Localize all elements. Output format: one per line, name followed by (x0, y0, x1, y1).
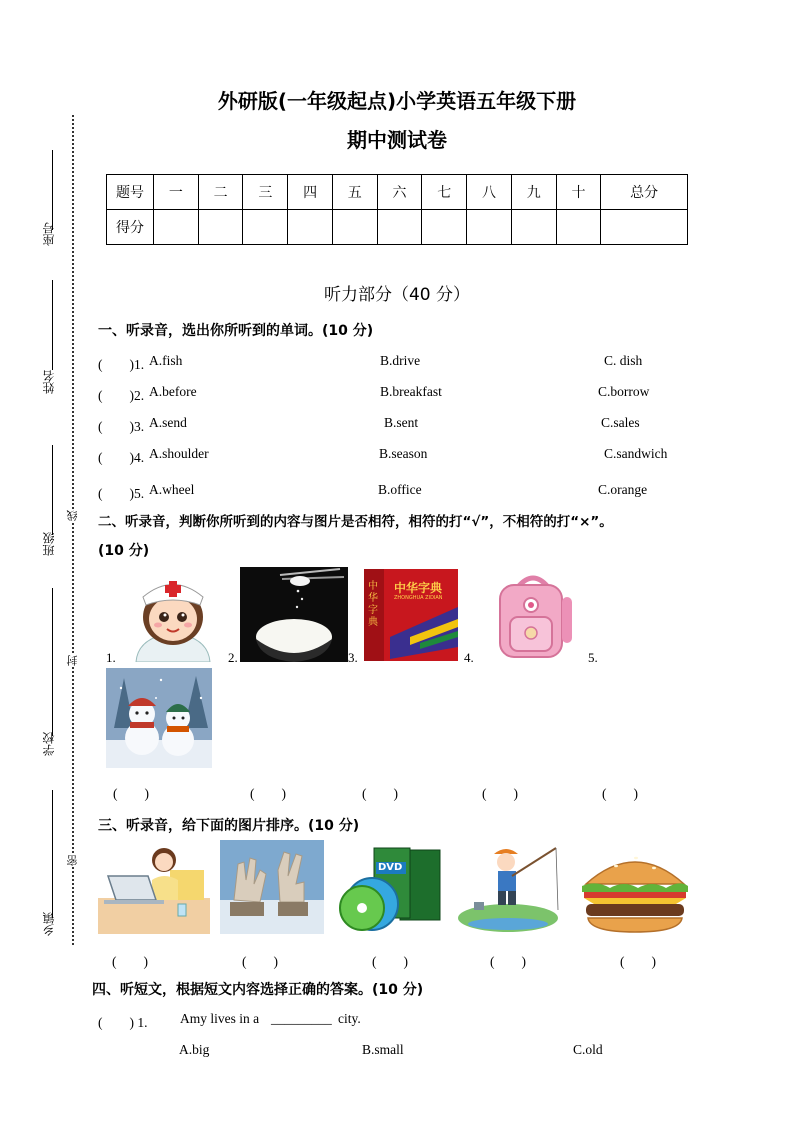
score-cell: 四 (288, 175, 333, 210)
s4-q1-number[interactable]: ( ) 1. (98, 1015, 148, 1030)
q2-option-b: B.breakfast (380, 384, 442, 399)
s4-q1-text-end: city. (338, 1011, 361, 1026)
school-line (52, 588, 53, 736)
score-cell: 得分 (107, 210, 154, 245)
class-line (52, 445, 53, 535)
score-cell: 六 (377, 175, 422, 210)
q4-option-c: C.sandwich (604, 446, 668, 461)
section3-title: 三、听录音，给下面的图片排序。(10 分) (98, 818, 360, 834)
score-cell: 三 (243, 175, 288, 210)
class-label: 班级 (42, 532, 56, 556)
score-input-cell[interactable] (377, 210, 422, 245)
score-cell: 一 (154, 175, 199, 210)
score-input-cell[interactable] (332, 210, 377, 245)
score-table-score-row (107, 210, 688, 245)
q1-option-b: B.drive (380, 353, 421, 368)
girl-computer-picture (98, 840, 210, 934)
q1-number[interactable]: ( )1. (98, 357, 145, 372)
score-cell: 五 (332, 175, 377, 210)
dictionary-cover-title: 中华字典 (394, 581, 443, 595)
s2-number-3: 3. (348, 650, 358, 665)
exam-title: 外研版(一年级起点)小学英语五年级下册 (217, 89, 577, 113)
score-input-cell[interactable] (556, 210, 601, 245)
q5-option-c: C.orange (598, 482, 648, 497)
score-cell: 总分 (601, 175, 688, 210)
s4-q1-blank[interactable]: _________ (271, 1011, 332, 1026)
s2-number-5: 5. (588, 650, 598, 665)
town-label: 乡镇 (42, 912, 56, 936)
score-cell: 七 (422, 175, 467, 210)
score-cell: 二 (198, 175, 243, 210)
score-input-cell[interactable] (288, 210, 333, 245)
rice-bowl-picture (240, 567, 348, 662)
s4-q1-option-c: C.old (573, 1042, 603, 1057)
score-table-header-row (107, 175, 688, 210)
score-cell: 十 (556, 175, 601, 210)
nurse-picture (118, 567, 228, 662)
school-label: 学校 (42, 732, 56, 756)
s2-number-1: 1. (106, 650, 116, 665)
s2-answer-5[interactable]: ( ) (602, 786, 638, 801)
backpack-picture (488, 567, 578, 662)
score-input-cell[interactable] (511, 210, 556, 245)
score-input-cell[interactable] (243, 210, 288, 245)
q4-number[interactable]: ( )4. (98, 450, 145, 465)
section1-title: 一、听录音，选出你所听到的单词。(10 分) (98, 323, 374, 339)
town-line (52, 790, 53, 918)
section2-points: (10 分) (98, 543, 150, 559)
section2-title: 二、听录音，判断你所听到的内容与图片是否相符，相符的打“√”，不相符的打“×”。 (98, 514, 613, 530)
s3-answer-3[interactable]: ( ) (372, 954, 408, 969)
boy-fishing-picture (456, 840, 562, 934)
section4-title: 四、听短文，根据短文内容选择正确的答案。(10 分) (92, 982, 424, 998)
q2-number[interactable]: ( )2. (98, 388, 145, 403)
dictionary-spine-title: 中华字典 (368, 581, 378, 628)
score-cell: 九 (511, 175, 556, 210)
q3-option-b: B.sent (384, 415, 419, 430)
name-label: 姓名 (42, 370, 56, 394)
score-input-cell[interactable] (198, 210, 243, 245)
seal-char-secret: 密 (66, 855, 79, 866)
score-input-cell[interactable] (601, 210, 688, 245)
score-cell: 八 (467, 175, 512, 210)
s3-answer-4[interactable]: ( ) (490, 954, 526, 969)
q2-option-c: C.borrow (598, 384, 650, 399)
seat-number-line (52, 150, 53, 230)
s2-number-2: 2. (228, 650, 238, 665)
s3-answer-1[interactable]: ( ) (112, 954, 148, 969)
s3-answer-5[interactable]: ( ) (620, 954, 656, 969)
score-input-cell[interactable] (422, 210, 467, 245)
seal-char-line: 线 (66, 510, 79, 521)
score-input-cell[interactable] (467, 210, 512, 245)
dictionary-cover-pinyin: ZHONGHUA ZIDIAN (394, 595, 443, 601)
q5-number[interactable]: ( )5. (98, 486, 145, 501)
s4-q1-option-b: B.small (362, 1042, 404, 1057)
score-input-cell[interactable] (154, 210, 199, 245)
s2-answer-1[interactable]: ( ) (113, 786, 149, 801)
s2-answer-3[interactable]: ( ) (362, 786, 398, 801)
q2-option-a: A.before (149, 384, 197, 399)
exam-subtitle: 期中测试卷 (347, 128, 447, 152)
s2-number-4: 4. (464, 650, 474, 665)
s3-answer-2[interactable]: ( ) (242, 954, 278, 969)
dictionary-picture (360, 567, 460, 662)
q3-number[interactable]: ( )3. (98, 419, 145, 434)
listening-part-title: 听力部分（40 分） (323, 285, 471, 305)
s2-answer-2[interactable]: ( ) (250, 786, 286, 801)
q5-option-a: A.wheel (149, 482, 195, 497)
dvd-picture (338, 846, 442, 934)
score-cell: 题号 (107, 175, 154, 210)
hamburger-picture (576, 840, 694, 934)
seat-number-label: 座号 (42, 222, 56, 246)
q3-option-a: A.send (149, 415, 187, 430)
snowmen-picture (106, 668, 212, 768)
q4-option-b: B.season (379, 446, 428, 461)
q1-option-c: C. dish (604, 353, 643, 368)
score-table (106, 174, 688, 245)
s2-answer-4[interactable]: ( ) (482, 786, 518, 801)
s4-q1-option-a: A.big (179, 1042, 210, 1057)
dvd-box-label: DVD (378, 862, 403, 873)
binding-dotted-line (72, 115, 74, 945)
q3-option-c: C.sales (601, 415, 640, 430)
q1-option-a: A.fish (149, 353, 183, 368)
seal-char-seal: 封 (66, 655, 79, 666)
gloves-snow-picture (220, 840, 324, 934)
s4-q1-text: Amy lives in a (180, 1011, 260, 1026)
q4-option-a: A.shoulder (149, 446, 209, 461)
q5-option-b: B.office (378, 482, 422, 497)
